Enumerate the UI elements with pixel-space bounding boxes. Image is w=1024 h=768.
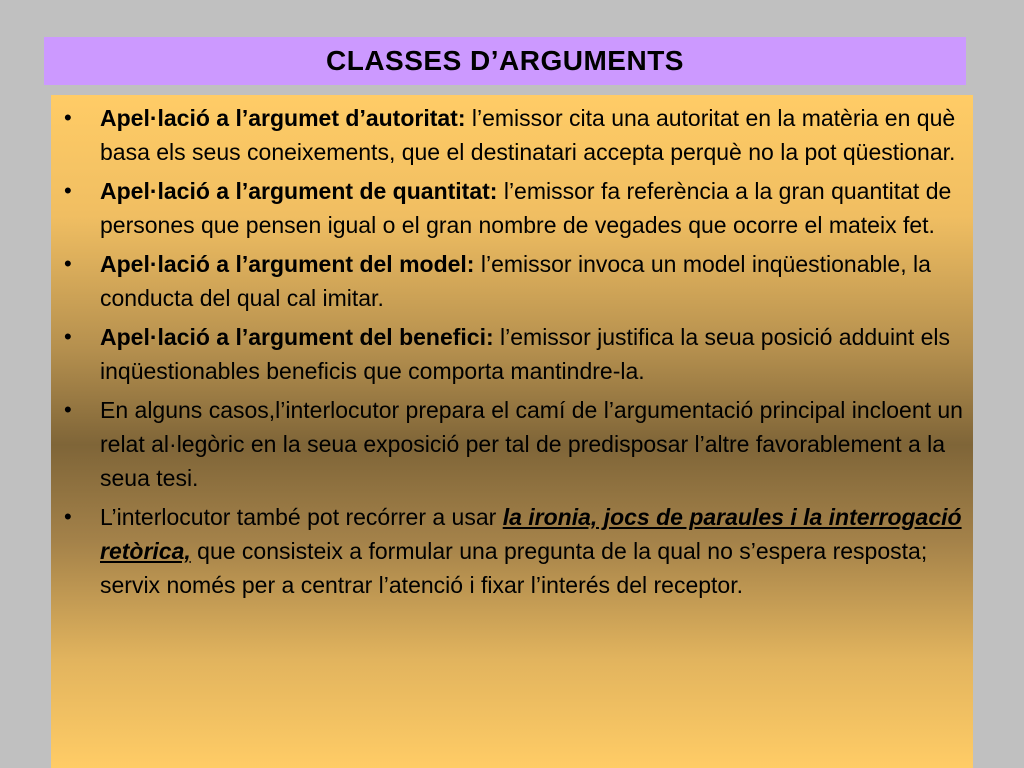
bullet-marker: • [64, 178, 72, 203]
slide-title: CLASSES D’ARGUMENTS [326, 45, 684, 76]
bullet-item-allegory [64, 393, 964, 495]
bullet-term: Apel·lació a l’argument del model: [100, 251, 475, 277]
bullet-marker: • [64, 504, 72, 529]
bullet-description: l’emissor cita una autoritat en la matèria en què basa els seus coneixements, que el destinatari accepta perquè no la pot qüestionar. [100, 105, 956, 165]
bullet-item-authority [64, 101, 964, 169]
bullet-marker: • [64, 105, 72, 130]
bullet-description: l’emissor invoca un model inqüestionable, la conducta del qual cal imitar. [100, 251, 931, 311]
slide-title-bar [44, 37, 966, 85]
bullet-list [64, 101, 964, 607]
emphasized-phrase: la ironia, jocs de paraules i la interrogació retòrica, [100, 504, 962, 564]
bullet-description: que consisteix a formular una pregunta de la qual no s’espera resposta; servix només per a centrar l’atenció i fixar l’interés del receptor. [100, 538, 928, 598]
bullet-text [100, 174, 964, 242]
content-panel [51, 95, 973, 768]
bullet-item-benefit [64, 320, 964, 388]
bullet-item-irony [64, 500, 964, 602]
bullet-text [100, 500, 964, 602]
bullet-item-quantity [64, 174, 964, 242]
bullet-marker: • [64, 397, 72, 422]
bullet-text [100, 320, 964, 388]
bullet-text [100, 247, 964, 315]
bullet-term: Apel·lació a l’argumet d’autoritat: [100, 105, 466, 131]
bullet-description: l’emissor fa referència a la gran quantitat de persones que pensen igual o el gran nombre de vegades que ocorre el mateix fet. [100, 178, 952, 238]
bullet-description: l’emissor justifica la seua posició adduint els inqüestionables beneficis que comporta mantindre-la. [100, 324, 951, 384]
bullet-item-model [64, 247, 964, 315]
bullet-text [100, 101, 964, 169]
bullet-term: Apel·lació a l’argument del benefici: [100, 324, 494, 350]
bullet-term: Apel·lació a l’argument de quantitat: [100, 178, 498, 204]
bullet-description: L’interlocutor també pot recórrer a usar [100, 504, 503, 530]
bullet-text: En alguns casos,l’interlocutor prepara el camí de l’argumentació principal incloent un relat al·legòric en la seua exposició per tal de predisposar l’altre favorablement a la seua tesi. [100, 397, 963, 491]
bullet-marker: • [64, 251, 72, 276]
bullet-marker: • [64, 324, 72, 349]
